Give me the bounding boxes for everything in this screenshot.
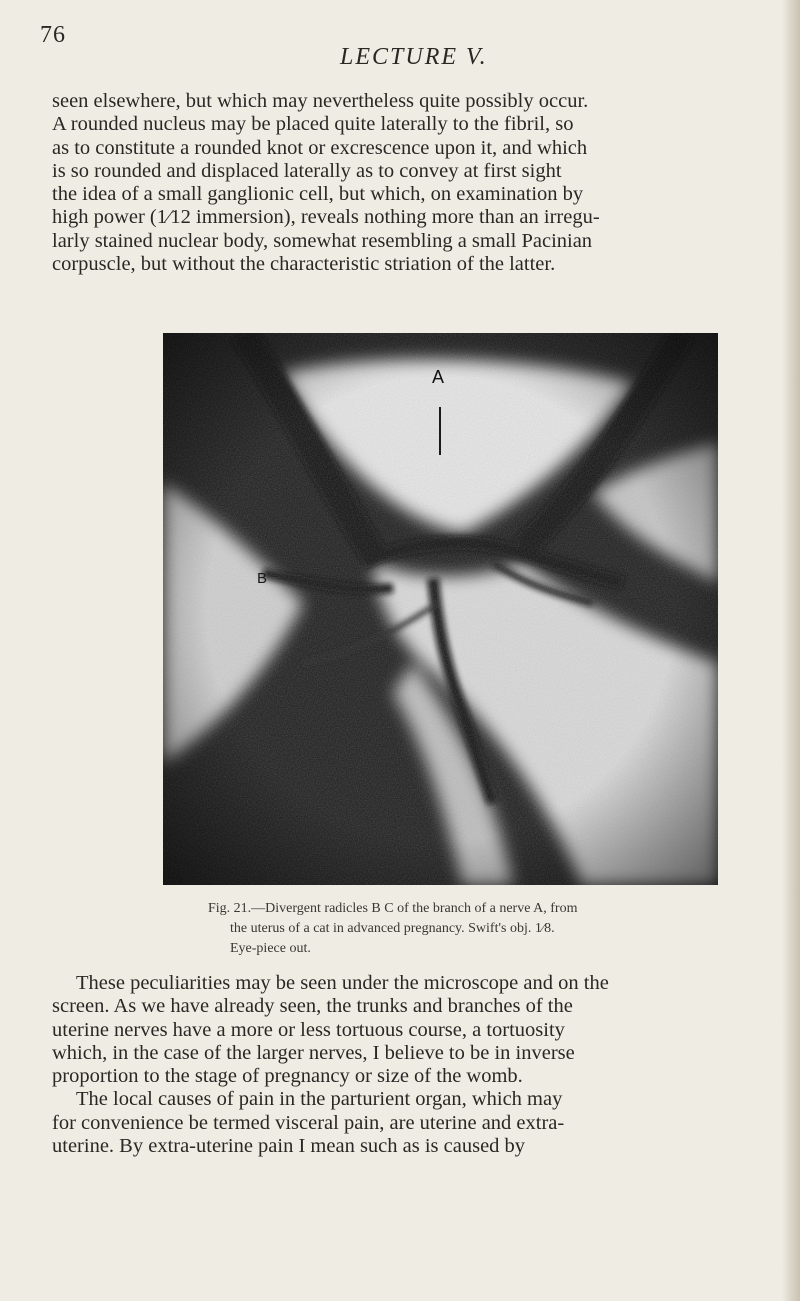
text-line: the idea of a small ganglionic cell, but which, on examination by [52, 183, 584, 206]
figure-caption [208, 899, 678, 959]
text-line: which, in the case of the larger nerves, I believe to be in inverse [52, 1041, 575, 1064]
text-line: screen. As we have already seen, the trunks and branches of the [52, 995, 573, 1018]
text-line: uterine. By extra-uterine pain I mean such as is caused by [52, 1135, 526, 1158]
text-line: corpuscle, but without the characteristic striation of the latter. [52, 253, 556, 276]
text-line: These peculiarities may be seen under the microscope and on the [76, 972, 609, 994]
page-number: 76 [40, 22, 66, 48]
caption-line: Eye-piece out. [230, 941, 311, 956]
text-line: for convenience be termed visceral pain, are uterine and extra- [52, 1111, 565, 1134]
running-title: LECTURE V. [340, 44, 488, 70]
caption-line: the uterus of a cat in advanced pregnancy. Swift's obj. 1⁄8. [230, 921, 555, 936]
page-edge-shadow [782, 0, 800, 1301]
micrograph-image [163, 333, 718, 885]
text-line: uterine nerves have a more or less tortuous course, a tortuosity [52, 1018, 565, 1041]
text-line: seen elsewhere, but which may nevertheless quite possibly occur. [52, 90, 589, 112]
text-line: The local causes of pain in the parturient organ, which may [76, 1088, 563, 1111]
text-line: is so rounded and displaced laterally as to convey at first sight [52, 159, 562, 182]
caption-line: Fig. 21.—Divergent radicles B C of the branch of a nerve A, from [208, 901, 578, 916]
text-line: as to constitute a rounded knot or excrescence upon it, and which [52, 136, 588, 159]
micrograph-figure [163, 333, 718, 885]
paragraph-top [52, 90, 762, 276]
text-line: A rounded nucleus may be placed quite laterally to the fibril, so [52, 113, 574, 136]
figure-label-a: A [432, 367, 445, 387]
text-line: high power (1⁄12 immersion), reveals nothing more than an irregu- [52, 206, 600, 229]
text-line: larly stained nuclear body, somewhat resembling a small Pacinian [52, 229, 593, 252]
figure-label-b: B [257, 570, 268, 587]
text-line: proportion to the stage of pregnancy or size of the womb. [52, 1065, 523, 1088]
paragraph-bottom [52, 972, 764, 1158]
